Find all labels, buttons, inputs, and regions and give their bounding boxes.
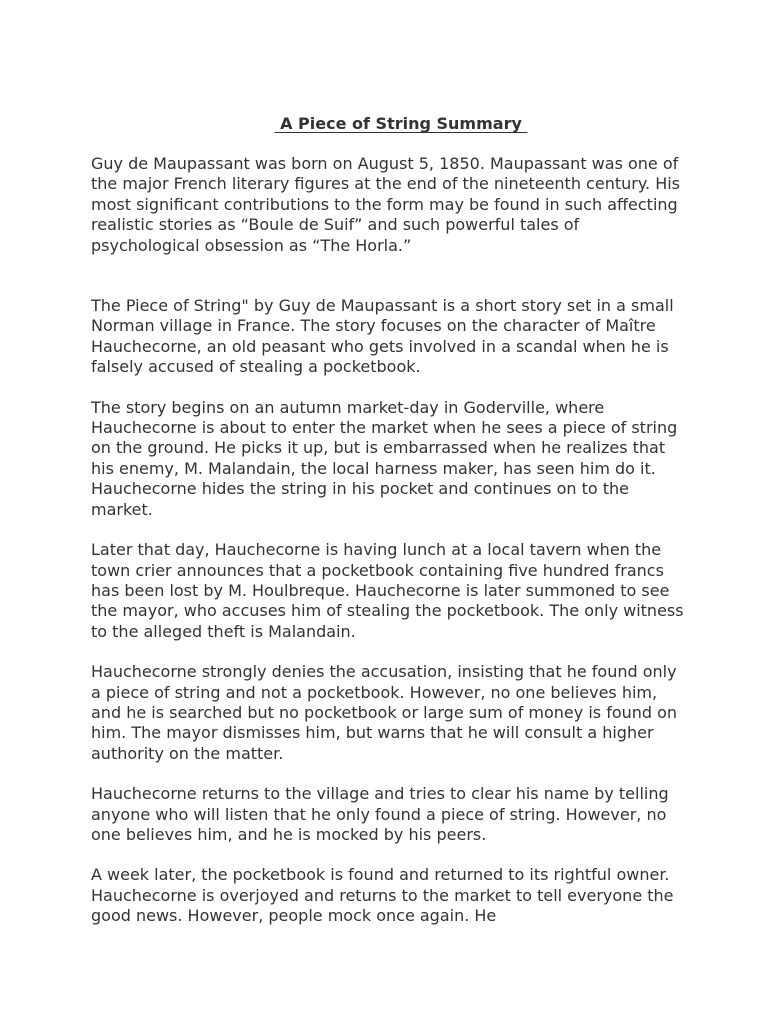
document-title-text: A Piece of String Summary (274, 114, 528, 133)
paragraph-author-bio: Guy de Maupassant was born on August 5, 1850. Maupassant was one of the major French literary figures at the end of the nineteenth century. His most significant contributions to the form may be found in such affecting realistic stories as “Boule de Suif” and such powerful tales of psychological obsession as “The Horla.” (91, 154, 680, 255)
paragraph-week-later: A week later, the pocketbook is found and returned to its rightful owner. Hauchecorne is overjoyed and returns to the market to tell everyone the good news. However, people mock once again. He (91, 865, 674, 926)
paragraph-story-intro: The Piece of String" by Guy de Maupassant is a short story set in a small Norman village in France. The story focuses on the character of Maître Hauchecorne, an old peasant who gets involved in a scandal when he is falsely accused of stealing a pocketbook. (91, 296, 674, 377)
document-page (91, 112, 691, 947)
paragraph-return-village: Hauchecorne returns to the village and tries to clear his name by telling anyone who will listen that he only found a piece of string. However, no one believes him, and he is mocked by his peers. (91, 784, 669, 844)
paragraph-denial: Hauchecorne strongly denies the accusation, insisting that he found only a piece of string and not a pocketbook. However, no one believes him, and he is searched but no pocketbook or large sum of money is found on him. The mayor dismisses him, but warns that he will consult a higher authority on the matter. (91, 662, 678, 763)
paragraph-tavern-lunch: Later that day, Hauchecorne is having lunch at a local tavern when the town crier announces that a pocketbook containing five hundred francs has been lost by M. Houlbreque. Hauchecorne is later summoned to see the mayor, who accuses him of stealing the pocketbook. The only witness to the alleged theft is Malandain. (91, 540, 684, 641)
paragraph-market-day: The story begins on an autumn market-day in Goderville, where Hauchecorne is about to enter the market when he sees a piece of string on the ground. He picks it up, but is embarrassed when he realizes that his enemy, M. Malandain, the local harness maker, has seen him do it. Hauchecorne hides the string in his pocket and continues on to the market. (91, 397, 678, 519)
document-title (91, 112, 691, 136)
